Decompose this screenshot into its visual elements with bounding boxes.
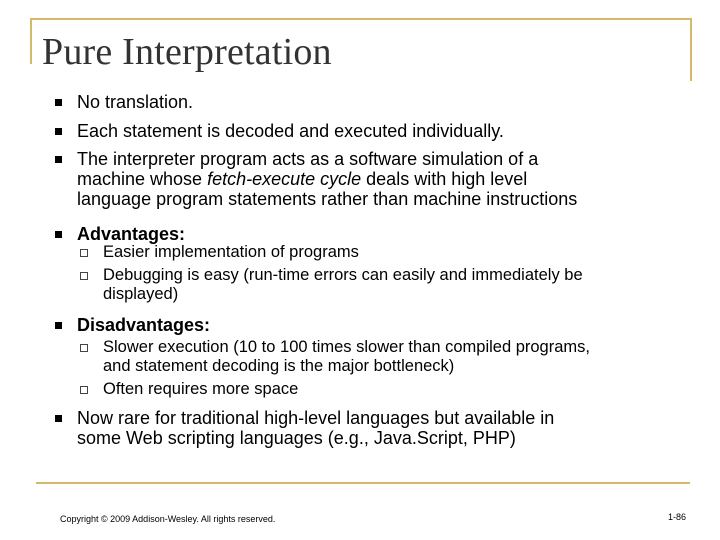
hollow-square-bullet-icon [80,344,88,352]
square-bullet-icon [55,128,62,135]
fetch-execute-cycle-term: fetch-execute cycle [207,169,362,189]
sub-bullet-more-space: Often requires more space [103,380,299,398]
sub-bullet-slower-execution-line-1: Slower execution (10 to 100 times slower than compiled programs, [103,338,590,356]
bullet-interpreter-line-1: The interpreter program acts as a software simulation of a [77,149,539,169]
sub-bullet-debugging [103,266,693,304]
hollow-square-bullet-icon [80,249,88,257]
sub-bullet-slower-execution-line-2: and statement decoding is the major bottleneck) [103,357,455,375]
bullet-interpreter-line-2-pre: machine whose [77,169,208,189]
bullet-interpreter-line-2 [77,169,687,189]
bullet-no-translation: No translation. [77,92,194,112]
slide-title: Pure Interpretation [42,31,332,73]
square-bullet-icon [55,156,62,163]
bullet-advantages: Advantages: [77,224,186,244]
bullet-now-rare [77,408,687,448]
bullet-interpreter-line-2-post: deals with high level [361,169,528,189]
sub-bullet-debugging-line-2: displayed) [103,285,179,303]
hollow-square-bullet-icon [80,386,88,394]
hollow-square-bullet-icon [80,272,88,280]
sub-bullet-slower-execution [103,338,693,376]
square-bullet-icon [55,415,62,422]
square-bullet-icon [55,99,62,106]
bullet-interpreter-program [77,149,687,209]
bullet-now-rare-line-1: Now rare for traditional high-level languages but available in [77,408,555,428]
bullet-now-rare-line-2: some Web scripting languages (e.g., Java.Script, PHP) [77,428,516,448]
sub-bullet-easier-implementation: Easier implementation of programs [103,243,359,261]
copyright-footer: Copyright © 2009 Addison-Wesley. All rights reserved. [60,514,276,524]
page-number: 1-86 [668,512,687,522]
square-bullet-icon [55,322,62,329]
bullet-each-statement: Each statement is decoded and executed individually. [77,121,504,141]
bullet-disadvantages: Disadvantages: [77,315,211,335]
sub-bullet-debugging-line-1: Debugging is easy (run-time errors can easily and immediately be [103,266,583,284]
square-bullet-icon [55,231,62,238]
bullet-interpreter-line-3: language program statements rather than machine instructions [77,189,578,209]
